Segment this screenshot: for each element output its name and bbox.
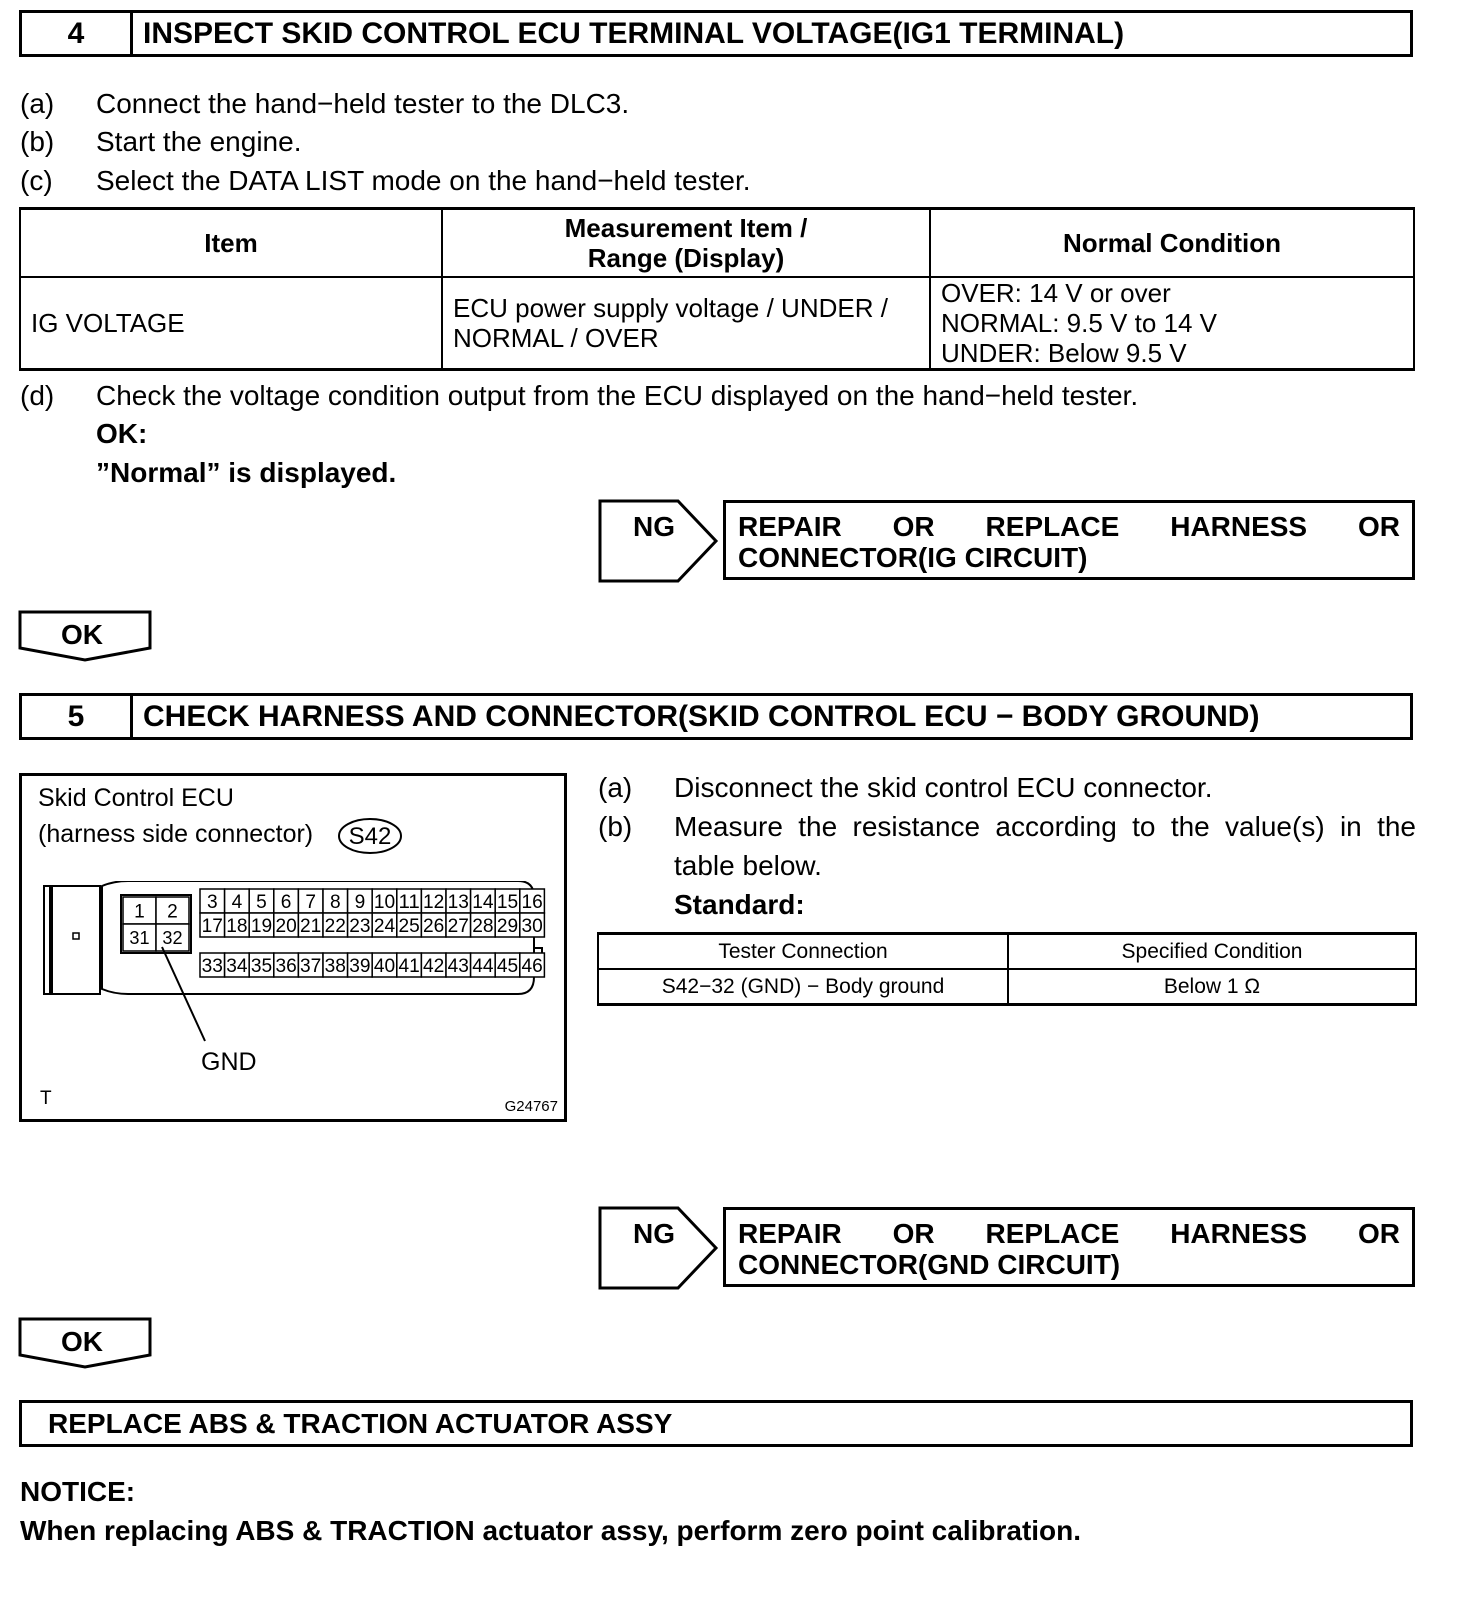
- instruction-text: Connect the hand−held tester to the DLC3.: [96, 88, 630, 119]
- instruction-letter: (d): [20, 380, 55, 411]
- pin-number: 37: [300, 955, 322, 977]
- pin-number: 22: [324, 915, 346, 937]
- connector-pin: [446, 889, 471, 913]
- repair-word: REPLACE: [985, 511, 1120, 542]
- repair-word: HARNESS: [1170, 1218, 1308, 1249]
- connector-pin: [225, 889, 250, 913]
- connector-pin: [495, 889, 520, 913]
- notice-label: NOTICE:: [20, 1476, 136, 1507]
- instruction-b-continued: [674, 848, 822, 884]
- repair-word: OR: [1358, 511, 1400, 542]
- step-number: 5: [22, 696, 133, 737]
- connector-pin: [397, 913, 422, 937]
- cell-line: NORMAL: 9.5 V to 14 V: [941, 308, 1218, 338]
- gnd-label: GND: [201, 1048, 257, 1076]
- connector-pin: [200, 913, 225, 937]
- connector-pin: [372, 913, 397, 937]
- pin-number: 44: [472, 955, 494, 977]
- pin-number: 28: [472, 915, 494, 937]
- pin-number: 13: [447, 891, 469, 913]
- pin-number: 25: [398, 915, 420, 937]
- ng-arrow: [598, 1206, 720, 1290]
- table-row: [20, 277, 1414, 370]
- repair-word: HARNESS: [1170, 511, 1308, 542]
- repair-line: [738, 1218, 1400, 1249]
- instruction-text: table below.: [674, 850, 822, 881]
- connector-pin: [274, 889, 299, 913]
- instruction-letter: (a): [598, 772, 633, 803]
- connector-figure: [19, 773, 567, 1122]
- connector-pin: [348, 913, 373, 937]
- step-title: INSPECT SKID CONTROL ECU TERMINAL VOLTAGE(IG1 TERMINAL): [143, 16, 1125, 50]
- instruction-text: Check the voltage condition output from the ECU displayed on the hand−held tester.: [96, 380, 1139, 411]
- pin-number: 2: [167, 901, 178, 923]
- ok-criteria-label: OK:: [96, 418, 148, 449]
- ok-arrow: [18, 610, 154, 662]
- pins-main: [200, 889, 544, 977]
- data-list-table: [19, 207, 1415, 371]
- step-4-header: [19, 10, 1413, 57]
- connector-pin: [520, 953, 545, 977]
- figure-code: G24767: [504, 1098, 558, 1115]
- cell-normal: [930, 277, 1414, 370]
- cell-measurement: [442, 277, 930, 370]
- pin-number: 31: [129, 927, 150, 948]
- pin-number: 5: [256, 891, 267, 913]
- connector-pin: [421, 889, 446, 913]
- notice-text: When replacing ABS & TRACTION actuator assy, perform zero point calibration.: [20, 1515, 1082, 1546]
- final-action-title: REPLACE ABS & TRACTION ACTUATOR ASSY: [48, 1407, 673, 1439]
- pin-number: 6: [280, 891, 292, 913]
- connector-diagram: [40, 881, 560, 1066]
- step-5-header: [19, 693, 1413, 740]
- cell-line: UNDER: Below 9.5 V: [941, 338, 1187, 368]
- cell-line: OVER: 14 V or over: [941, 278, 1171, 308]
- step-number: 4: [22, 13, 133, 54]
- connector-pin: [446, 913, 471, 937]
- connector-pin: [495, 953, 520, 977]
- connector-pin: [471, 889, 496, 913]
- cell-line: ECU power supply voltage / UNDER /: [453, 293, 888, 323]
- table-row: [598, 969, 1416, 1005]
- connector-pin: [421, 913, 446, 937]
- pin-number: 24: [373, 915, 396, 937]
- header-line: Range (Display): [587, 243, 785, 273]
- pin-number: 11: [398, 891, 420, 913]
- connector-pin: [298, 913, 323, 937]
- pin-number: 15: [496, 891, 519, 913]
- pin-number: 16: [521, 891, 543, 913]
- connector-pin: [446, 953, 471, 977]
- repair-action-box: [723, 1207, 1415, 1287]
- repair-line: CONNECTOR(GND CIRCUIT): [738, 1249, 1121, 1280]
- connector-pin: [225, 953, 250, 977]
- connector-pin: [298, 953, 323, 977]
- connector-pin: [471, 953, 496, 977]
- cell-specified-condition: Below 1 Ω: [1008, 969, 1416, 1005]
- pin-number: 39: [349, 955, 371, 977]
- instruction-text: Measure the resistance according to the value(s) in the: [674, 811, 1416, 842]
- table-header-normal: Normal Condition: [930, 209, 1414, 278]
- connector-pin: [156, 924, 189, 951]
- connector-pin: [495, 913, 520, 937]
- pin-number: 9: [354, 891, 366, 913]
- repair-word: OR: [892, 511, 935, 542]
- pin-number: 12: [423, 891, 445, 913]
- pin-number: 42: [423, 955, 445, 977]
- instruction-text: Start the engine.: [96, 126, 302, 157]
- connector-pin: [274, 913, 299, 937]
- pin-number: 27: [447, 915, 469, 937]
- connector-pin: [372, 889, 397, 913]
- figure-title: Skid Control ECU: [38, 784, 234, 812]
- connector-pin: [200, 889, 225, 913]
- connector-pin: [249, 889, 274, 913]
- connector-pin: [397, 889, 422, 913]
- pin-number: 1: [134, 901, 145, 923]
- instruction-text: Select the DATA LIST mode on the hand−held tester.: [96, 165, 751, 196]
- pin-number: 26: [423, 915, 445, 937]
- pin-number: 34: [226, 955, 248, 977]
- ng-label: NG: [633, 511, 675, 542]
- figure-corner-mark: T: [40, 1088, 52, 1109]
- repair-word: OR: [1358, 1218, 1400, 1249]
- pin-number: 33: [201, 955, 223, 977]
- pin-number: 20: [275, 915, 297, 937]
- pin-number: 19: [250, 915, 273, 937]
- cell-line: NORMAL / OVER: [453, 323, 659, 353]
- table-header-specified: Specified Condition: [1008, 934, 1416, 970]
- instruction-letter: (c): [20, 165, 53, 196]
- instruction-letter: (b): [20, 126, 55, 157]
- standard-label: Standard:: [674, 889, 805, 920]
- cell-tester-connection: S42−32 (GND) − Body ground: [598, 969, 1008, 1005]
- repair-word: REPAIR: [738, 1218, 842, 1249]
- header-line: Measurement Item /: [564, 213, 808, 243]
- connector-pin: [323, 889, 348, 913]
- connector-pin: [225, 913, 250, 937]
- pin-number: 45: [496, 955, 519, 977]
- pin-number: 32: [162, 927, 183, 948]
- connector-pin: [249, 953, 274, 977]
- connector-pin: [298, 889, 323, 913]
- pin-number: 29: [496, 915, 519, 937]
- pin-number: 8: [329, 891, 341, 913]
- connector-pin: [520, 889, 545, 913]
- connector-pin: [348, 953, 373, 977]
- table-header-tester: Tester Connection: [598, 934, 1008, 970]
- pin-number: 30: [521, 915, 543, 937]
- connector-pin: [372, 953, 397, 977]
- connector-pin: [397, 953, 422, 977]
- figure-subtitle: (harness side connector): [38, 820, 314, 848]
- connector-pin: [156, 897, 189, 924]
- pin-number: 43: [447, 955, 469, 977]
- pin-number: 38: [324, 955, 346, 977]
- ok-criteria-value: ”Normal” is displayed.: [96, 457, 397, 488]
- ng-arrow: [598, 499, 720, 583]
- repair-word: REPAIR: [738, 511, 842, 542]
- connector-pin: [520, 913, 545, 937]
- standard-table: [597, 932, 1417, 1006]
- pin-number: 23: [349, 915, 371, 937]
- pin-number: 40: [373, 955, 396, 977]
- pin-number: 21: [300, 915, 322, 937]
- pin-number: 41: [398, 955, 420, 977]
- connector-pin: [471, 913, 496, 937]
- connector-pin: [200, 953, 225, 977]
- connector-pin: [323, 913, 348, 937]
- pin-number: 3: [206, 891, 218, 913]
- connector-pin: [421, 953, 446, 977]
- cell-item: IG VOLTAGE: [20, 277, 442, 370]
- repair-word: REPLACE: [985, 1218, 1120, 1249]
- pin-number: 35: [250, 955, 273, 977]
- connector-pin: [123, 924, 156, 951]
- repair-line: CONNECTOR(IG CIRCUIT): [738, 542, 1088, 573]
- pin-number: 36: [275, 955, 297, 977]
- ok-label: OK: [61, 1326, 103, 1357]
- final-action-box: [19, 1400, 1413, 1447]
- table-header-item: Item: [20, 209, 442, 278]
- pin-number: 18: [226, 915, 248, 937]
- ok-label: OK: [61, 619, 103, 650]
- connector-pin: [123, 897, 156, 924]
- pin-number: 46: [521, 955, 543, 977]
- pin-number: 10: [373, 891, 396, 913]
- pin-number: 7: [305, 891, 317, 913]
- connector-pin: [249, 913, 274, 937]
- ok-arrow: [18, 1317, 154, 1369]
- pin-number: 4: [231, 891, 243, 913]
- instruction-letter: (a): [20, 88, 55, 119]
- instruction-text: Disconnect the skid control ECU connector.: [674, 772, 1213, 803]
- pins-left: [121, 895, 191, 953]
- repair-word: OR: [892, 1218, 935, 1249]
- repair-action-box: [723, 500, 1415, 580]
- repair-line: [738, 511, 1400, 542]
- connector-pin: [348, 889, 373, 913]
- connector-id: S42: [348, 823, 392, 850]
- connector-pin: [274, 953, 299, 977]
- connector-pin: [323, 953, 348, 977]
- instruction-letter: (b): [598, 811, 633, 842]
- pin-number: 17: [201, 915, 223, 937]
- step-title: CHECK HARNESS AND CONNECTOR(SKID CONTROL ECU − BODY GROUND): [143, 699, 1260, 733]
- pin-number: 14: [472, 891, 494, 913]
- table-header-measurement: [442, 209, 930, 278]
- connector-id-oval: [336, 816, 406, 856]
- ng-label: NG: [633, 1218, 675, 1249]
